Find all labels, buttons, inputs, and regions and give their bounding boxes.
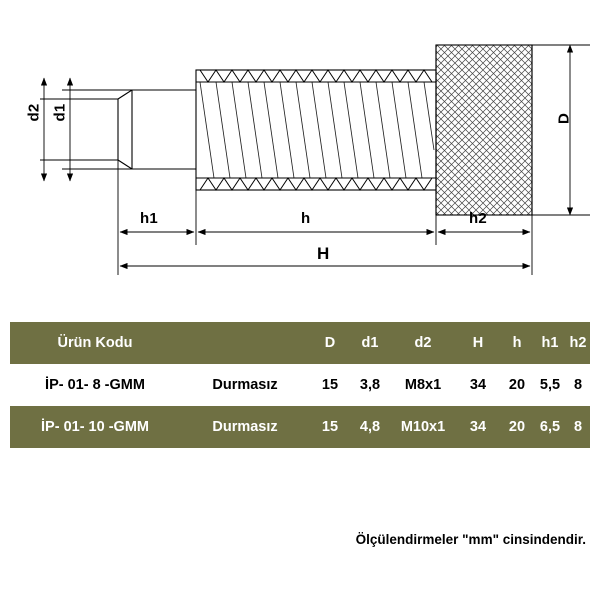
specification-table-wrapper <box>10 322 590 448</box>
header-cell-code: Ürün Kodu <box>57 335 133 351</box>
header-cell-d2: d2 <box>414 335 432 351</box>
table-row <box>10 406 590 448</box>
dimension-label-H: H <box>317 244 330 263</box>
cell-d2: M10x1 <box>400 419 446 435</box>
cell-d1: 3,8 <box>359 377 381 393</box>
dimension-label-D: D <box>555 112 573 125</box>
cell-h1: 6,5 <box>539 419 561 435</box>
cell-H: 34 <box>469 377 487 393</box>
cell-D: 15 <box>321 377 339 393</box>
dimension-label-h2: h2 <box>469 210 487 227</box>
header-cell-desc <box>180 322 310 364</box>
cell-code: İP- 01- 8 -GMM <box>45 377 145 393</box>
cell-h2: 8 <box>573 419 583 435</box>
cell-d2: M8x1 <box>404 377 442 393</box>
dimension-label-h1: h1 <box>140 210 158 227</box>
cell-h1: 5,5 <box>539 377 561 393</box>
cell-D: 15 <box>321 419 339 435</box>
dimension-label-d1: d1 <box>51 103 69 122</box>
cell-h: 20 <box>508 377 526 393</box>
cell-h2: 8 <box>573 377 583 393</box>
dimension-label-d2: d2 <box>25 103 43 122</box>
dimension-label-h: h <box>301 210 311 227</box>
cell-h: 20 <box>508 419 526 435</box>
cell-H: 34 <box>469 419 487 435</box>
header-cell-D: D <box>324 335 336 351</box>
header-cell-H: H <box>472 335 484 351</box>
cell-d1: 4,8 <box>359 419 381 435</box>
cell-code: İP- 01- 10 -GMM <box>41 419 149 435</box>
table-row <box>10 364 590 406</box>
cell-desc: Durmasız <box>212 377 278 393</box>
header-cell-d1: d1 <box>361 335 379 351</box>
specification-table <box>10 322 590 448</box>
header-cell-h2: h2 <box>569 335 587 351</box>
cell-desc: Durmasız <box>212 419 278 435</box>
units-footnote: Ölçülendirmeler "mm" cinsindendir. <box>355 532 586 547</box>
header-cell-h1: h1 <box>541 335 559 351</box>
header-cell-h: h <box>512 335 522 351</box>
table-header-row <box>10 322 590 364</box>
